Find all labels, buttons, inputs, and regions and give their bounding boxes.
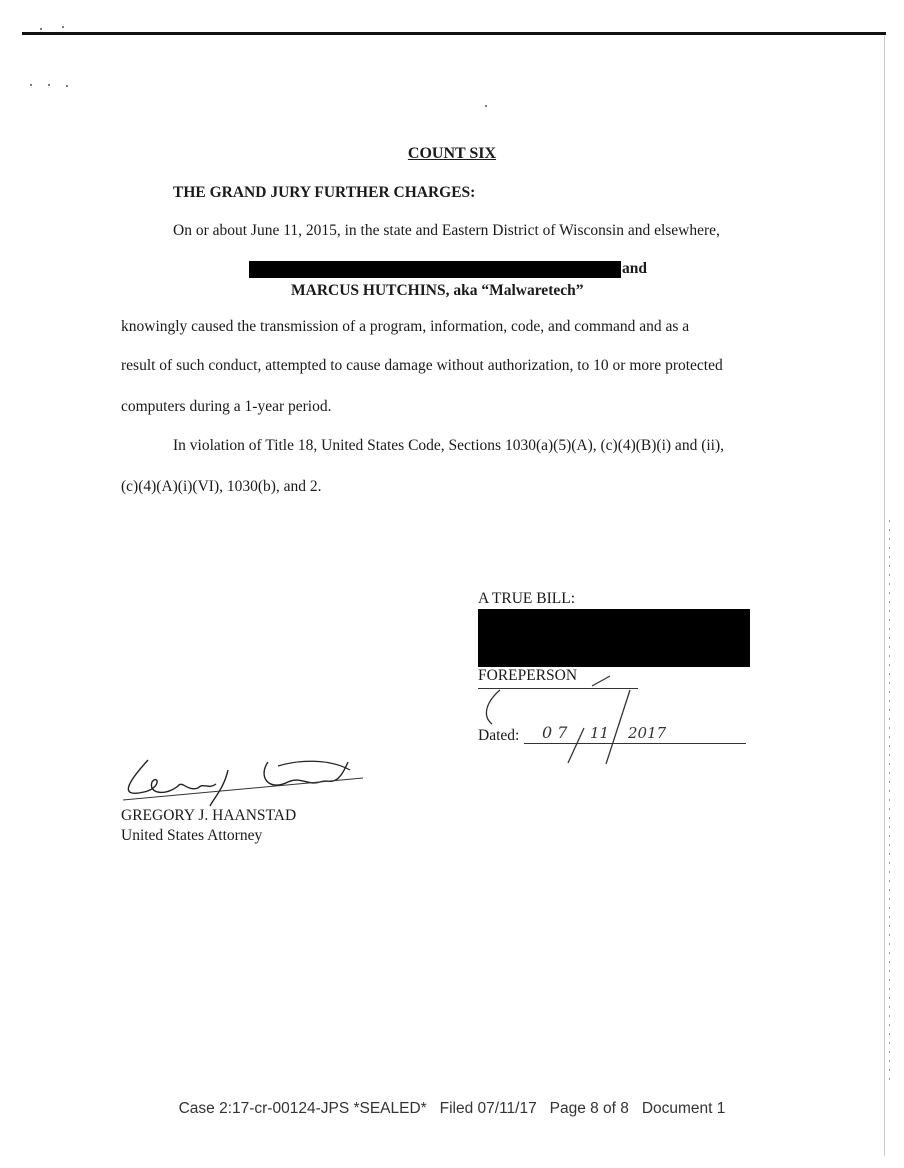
dated-label: Dated: <box>478 727 520 744</box>
charges-line: THE GRAND JURY FURTHER CHARGES: <box>173 184 476 201</box>
body-line: knowingly caused the transmission of a program, information, code, and command and as a <box>121 318 690 335</box>
violation-line: In violation of Title 18, United States Code, Sections 1030(a)(5)(A), (c)(4)(B)(i) and (ii), <box>173 437 724 454</box>
scan-speck <box>62 26 64 28</box>
foreperson-label: FOREPERSON <box>478 667 578 684</box>
scan-speck <box>30 84 32 86</box>
svg-text:0 7: 0 7 <box>542 723 568 742</box>
body-line: computers during a 1-year period. <box>121 398 332 415</box>
violation-line: (c)(4)(A)(i)(VI), 1030(b), and 2. <box>121 478 322 495</box>
scan-edge-line <box>884 36 885 1156</box>
true-bill-label: A TRUE BILL: <box>478 590 576 607</box>
svg-text:11: 11 <box>590 724 610 742</box>
defendant-name: MARCUS HUTCHINS, aka “Malwaretech” <box>291 282 584 299</box>
intro-line: On or about June 11, 2015, in the state and Eastern District of Wisconsin and elsewhere, <box>173 222 720 239</box>
svg-text:2017: 2017 <box>628 724 667 742</box>
attorney-signature <box>118 752 368 810</box>
scan-speck <box>48 84 50 86</box>
scan-edge-dots <box>889 520 890 1080</box>
attorney-title: United States Attorney <box>121 827 263 844</box>
scan-speck <box>66 85 68 87</box>
foreperson-redaction <box>478 609 750 667</box>
defendant-conjunction: and <box>622 260 647 277</box>
handwritten-date <box>480 668 720 773</box>
scan-speck <box>40 28 42 30</box>
case-footer: Case 2:17-cr-00124-JPS *SEALED* Filed 07/11/17 Page 8 of 8 Document 1 <box>178 1100 726 1117</box>
attorney-name: GREGORY J. HAANSTAD <box>121 807 297 824</box>
count-heading: COUNT SIX <box>407 145 497 162</box>
scan-speck <box>485 105 487 107</box>
page-top-rule <box>22 32 886 35</box>
redaction-block <box>249 261 621 278</box>
body-line: result of such conduct, attempted to cause damage without authorization, to 10 or more protected <box>121 357 723 374</box>
